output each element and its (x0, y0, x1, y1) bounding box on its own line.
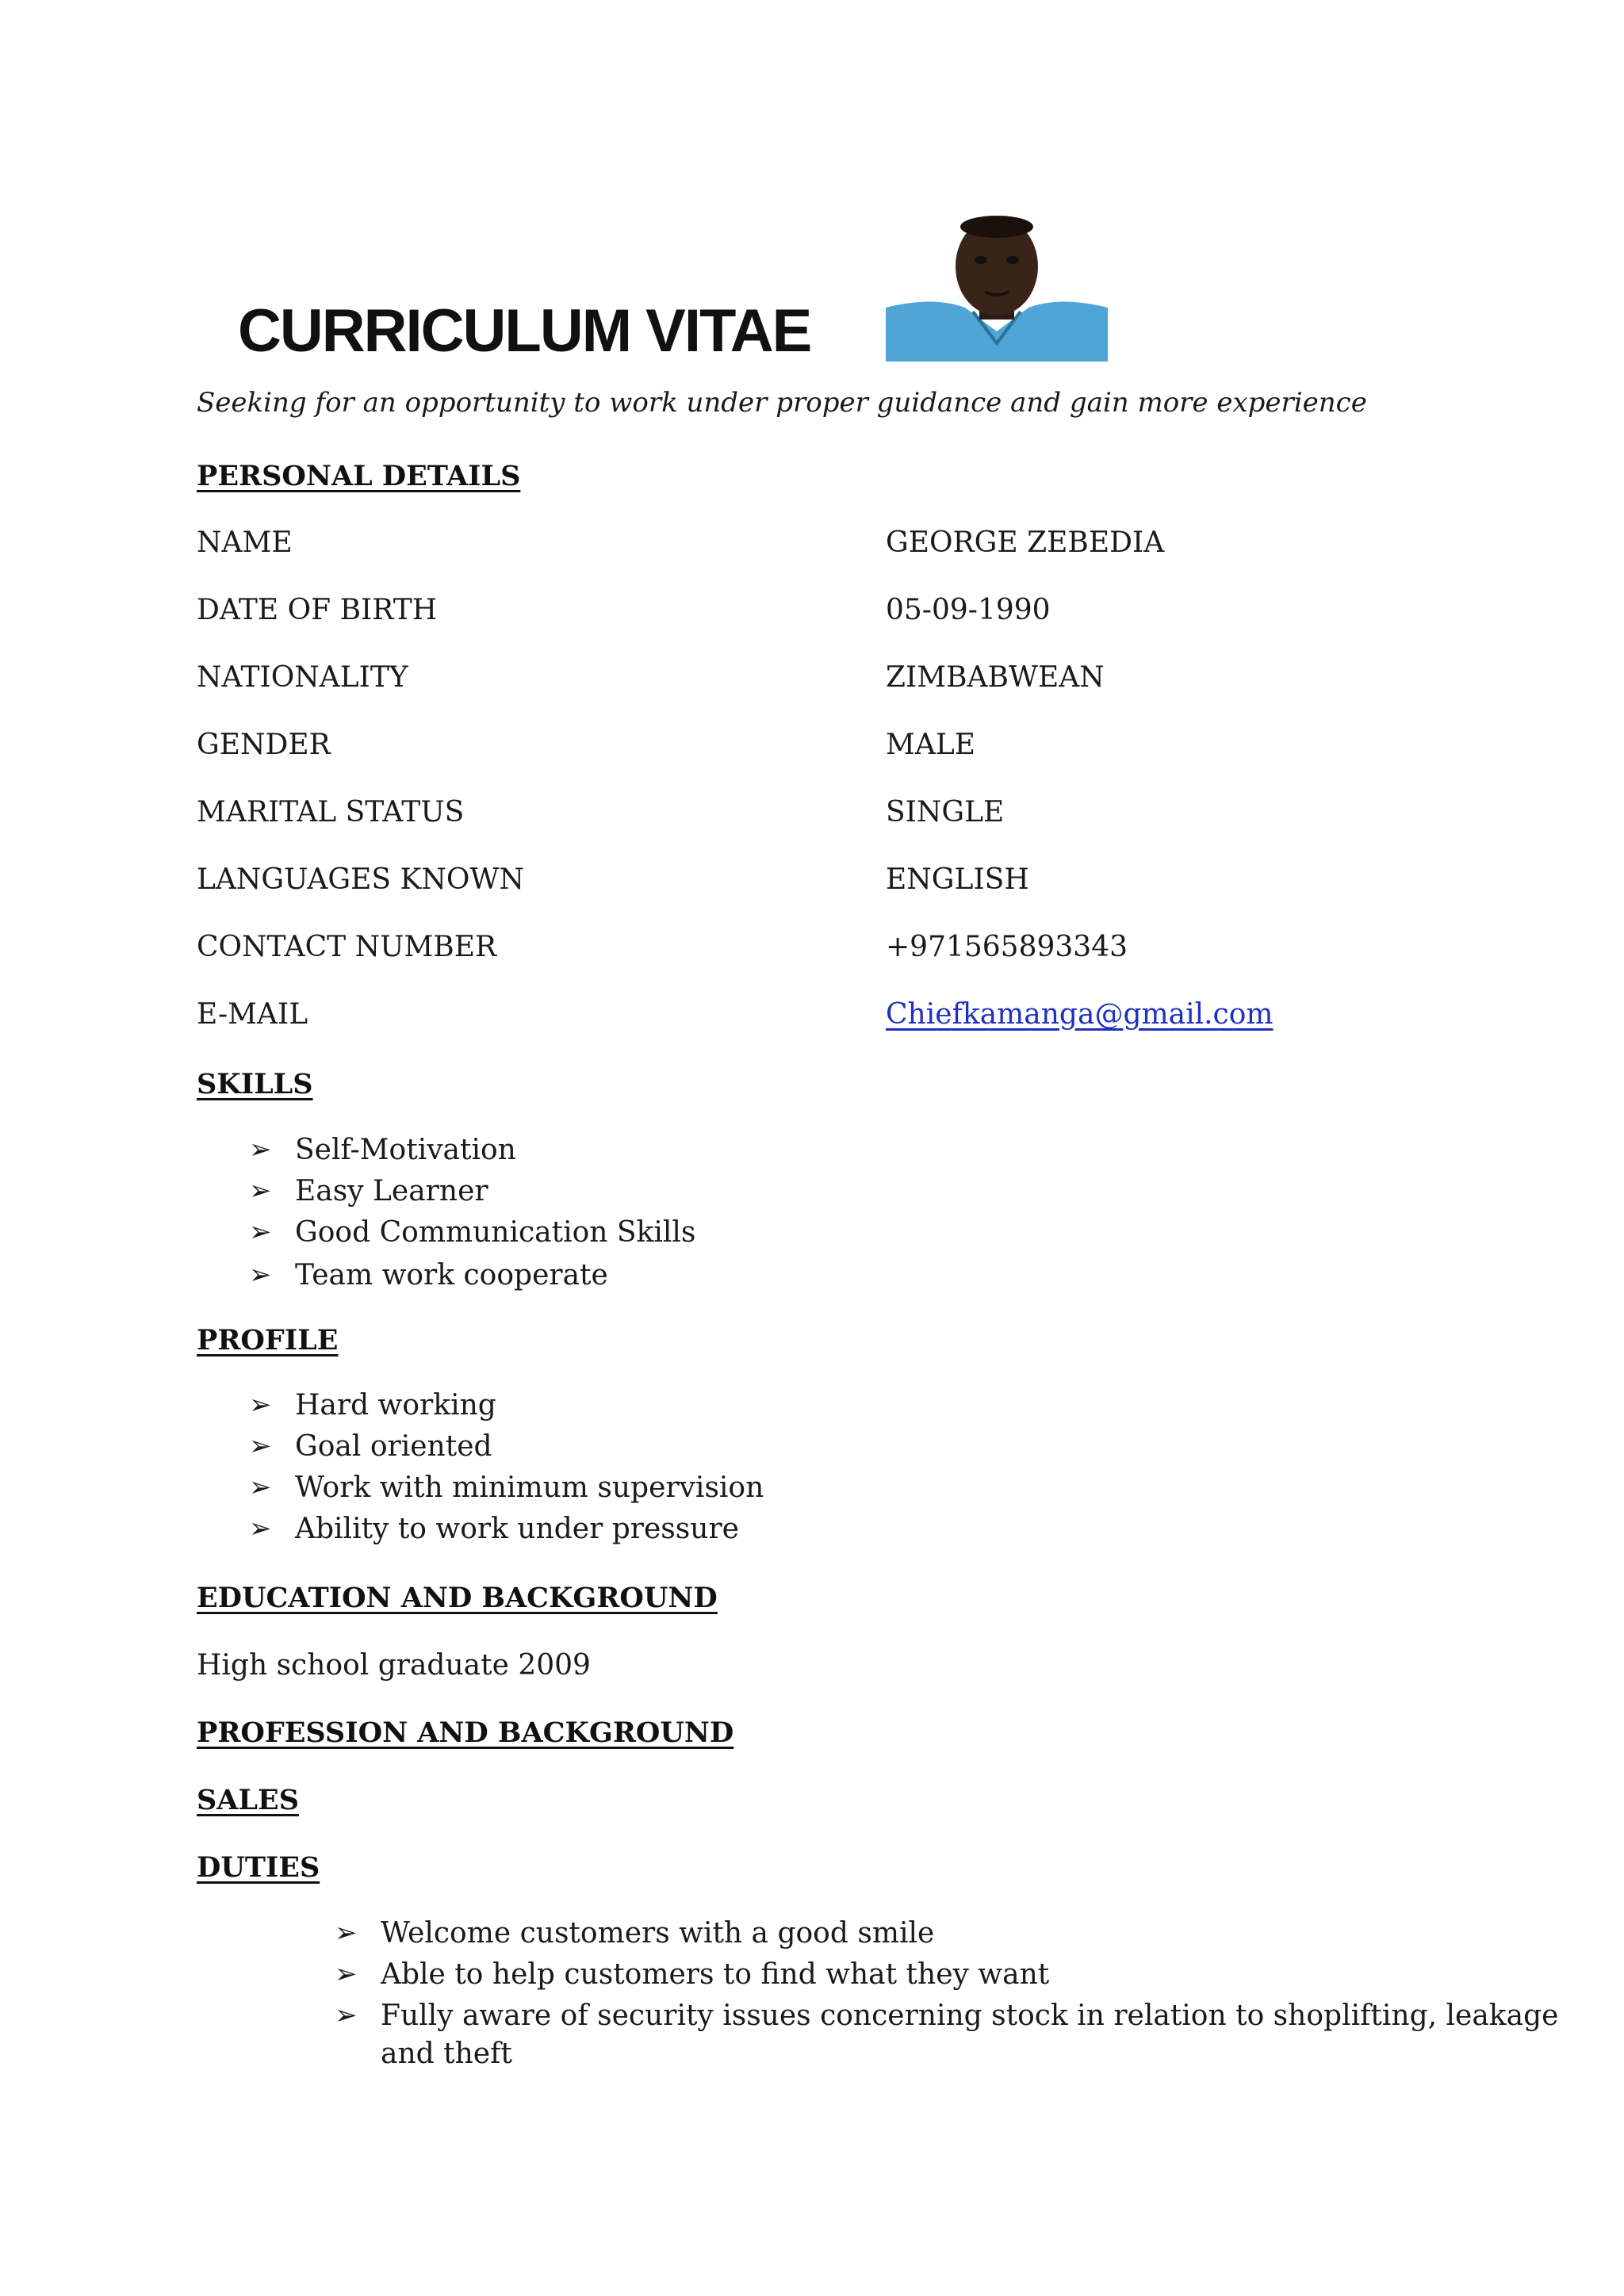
dob-label: DATE OF BIRTH (197, 594, 438, 626)
education-text: High school graduate 2009 (197, 1649, 591, 1682)
nationality-value: ZIMBABWEAN (886, 661, 1105, 694)
list-item: ➢ Fully aware of security issues concerning stock in relation to shoplifting, leakage (335, 1999, 1559, 2032)
list-item: ➢ Goal oriented (249, 1430, 492, 1463)
duties-list (335, 1917, 1559, 2079)
arrowhead-bullet-icon: ➢ (249, 1216, 272, 1248)
sales-heading: SALES (197, 1784, 299, 1816)
profile-heading: PROFILE (197, 1324, 339, 1357)
career-objective: Seeking for an opportunity to work under proper guidance and gain more experience (197, 387, 1367, 419)
personal-details-heading: PERSONAL DETAILS (197, 460, 521, 492)
duties-heading: DUTIES (197, 1851, 320, 1884)
email-link[interactable]: Chiefkamanga@gmail.com (886, 998, 1274, 1031)
gender-label: GENDER (197, 729, 331, 761)
languages-value: ENGLISH (886, 863, 1029, 896)
dob-value: 05-09-1990 (886, 594, 1051, 626)
education-heading: EDUCATION AND BACKGROUND (197, 1582, 718, 1614)
email-value (886, 998, 1274, 1031)
list-item: ➢ Self-Motivation (249, 1134, 516, 1166)
marital-status-label: MARITAL STATUS (197, 796, 465, 828)
nationality-label: NATIONALITY (197, 661, 408, 694)
skills-heading: SKILLS (197, 1068, 313, 1100)
list-item: ➢ Able to help customers to find what they want (335, 1958, 1050, 1991)
arrowhead-bullet-icon: ➢ (249, 1513, 272, 1544)
contact-number-value: +971565893343 (886, 931, 1128, 963)
arrowhead-bullet-icon: ➢ (335, 1917, 358, 1949)
arrowhead-bullet-icon: ➢ (335, 1958, 358, 1990)
name-label: NAME (197, 526, 293, 559)
arrowhead-bullet-icon: ➢ (249, 1134, 272, 1165)
list-item: ➢ Hard working (249, 1389, 496, 1422)
list-item-continuation: and theft (381, 2038, 512, 2070)
arrowhead-bullet-icon: ➢ (249, 1430, 272, 1462)
skills-list (249, 1134, 696, 1300)
document-title: CURRICULUM VITAE (238, 297, 811, 365)
arrowhead-bullet-icon: ➢ (249, 1175, 272, 1207)
contact-number-label: CONTACT NUMBER (197, 931, 497, 963)
arrowhead-bullet-icon: ➢ (335, 1999, 358, 2031)
gender-value: MALE (886, 729, 976, 761)
arrowhead-bullet-icon: ➢ (249, 1389, 272, 1421)
list-item: ➢ Team work cooperate (249, 1259, 608, 1292)
list-item: ➢ Welcome customers with a good smile (335, 1917, 935, 1950)
list-item: ➢ Ability to work under pressure (249, 1513, 739, 1545)
languages-label: LANGUAGES KNOWN (197, 863, 524, 896)
arrowhead-bullet-icon: ➢ (249, 1471, 272, 1503)
profile-photo (886, 212, 1108, 362)
email-label: E-MAIL (197, 998, 308, 1031)
list-item: ➢ Good Communication Skills (249, 1216, 696, 1249)
marital-status-value: SINGLE (886, 796, 1005, 828)
arrowhead-bullet-icon: ➢ (249, 1259, 272, 1291)
profile-list (249, 1389, 764, 1554)
list-item: ➢ Work with minimum supervision (249, 1471, 764, 1504)
profession-heading: PROFESSION AND BACKGROUND (197, 1716, 734, 1749)
name-value: GEORGE ZEBEDIA (886, 526, 1165, 559)
list-item: ➢ Easy Learner (249, 1175, 488, 1207)
